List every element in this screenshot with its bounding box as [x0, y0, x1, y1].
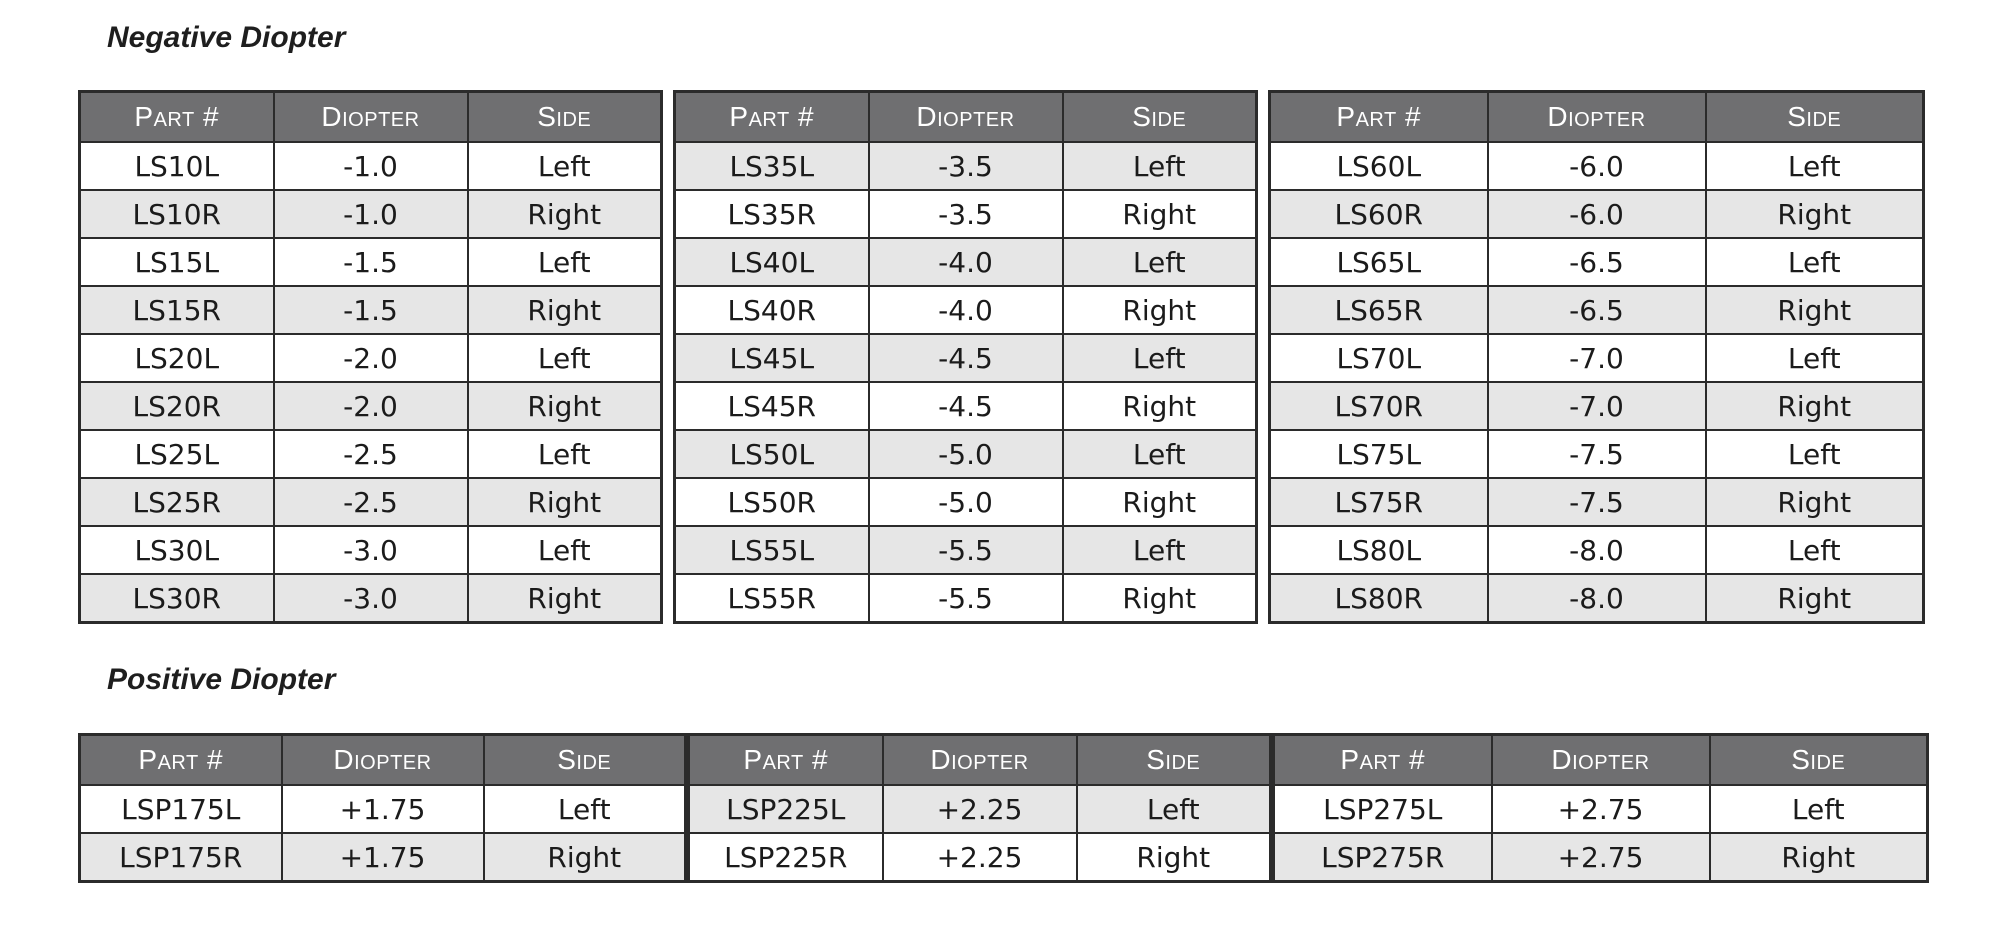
side-cell: Left	[468, 238, 662, 286]
table-row	[675, 574, 1257, 623]
table-row	[689, 785, 1271, 833]
diopter-cell: -2.0	[274, 382, 468, 430]
table-row	[675, 430, 1257, 478]
part-cell: LS50L	[675, 430, 869, 478]
side-cell: Right	[1063, 574, 1257, 623]
side-cell: Right	[1063, 478, 1257, 526]
part-cell: LS40L	[675, 238, 869, 286]
diopter-cell: -4.5	[869, 382, 1063, 430]
side-cell: Left	[1706, 430, 1924, 478]
table-row	[80, 833, 686, 882]
table-row	[80, 478, 662, 526]
side-cell: Right	[468, 286, 662, 334]
part-cell: LS30R	[80, 574, 274, 623]
table-row	[80, 785, 686, 833]
positive-table-3	[1272, 733, 1929, 883]
table-row	[1270, 286, 1924, 334]
side-cell: Right	[468, 382, 662, 430]
side-cell: Right	[1706, 190, 1924, 238]
part-cell: LS80R	[1270, 574, 1488, 623]
diopter-cell: +2.25	[883, 785, 1077, 833]
table-row	[1270, 430, 1924, 478]
diopter-cell: -5.0	[869, 430, 1063, 478]
column-header-part: Part #	[689, 735, 883, 786]
table-row	[1270, 238, 1924, 286]
diopter-cell: -1.0	[274, 142, 468, 190]
part-cell: LS60L	[1270, 142, 1488, 190]
part-cell: LS80L	[1270, 526, 1488, 574]
diopter-cell: +2.25	[883, 833, 1077, 882]
part-cell: LS70R	[1270, 382, 1488, 430]
table-row	[675, 142, 1257, 190]
column-header-diopter: Diopter	[1492, 735, 1710, 786]
table-row	[80, 238, 662, 286]
part-cell: LS35L	[675, 142, 869, 190]
positive-diopter-tables	[78, 733, 1920, 883]
table-header-row	[1274, 735, 1928, 786]
side-cell: Right	[468, 574, 662, 623]
column-header-diopter: Diopter	[1488, 92, 1706, 143]
part-cell: LS40R	[675, 286, 869, 334]
diopter-cell: -5.5	[869, 574, 1063, 623]
table-row	[80, 286, 662, 334]
side-cell: Right	[1077, 833, 1271, 882]
column-header-side: Side	[1706, 92, 1924, 143]
table-row	[675, 382, 1257, 430]
part-cell: LS45R	[675, 382, 869, 430]
negative-diopter-title: Negative Diopter	[107, 21, 346, 54]
column-header-diopter: Diopter	[869, 92, 1063, 143]
column-header-part: Part #	[1274, 735, 1492, 786]
side-cell: Right	[1710, 833, 1928, 882]
diopter-cell: +1.75	[282, 785, 484, 833]
diopter-cell: -1.0	[274, 190, 468, 238]
negative-table-3	[1268, 90, 1925, 624]
table-row	[80, 526, 662, 574]
table-header-row	[80, 92, 662, 143]
table-row	[80, 334, 662, 382]
column-header-part: Part #	[1270, 92, 1488, 143]
part-cell: LS50R	[675, 478, 869, 526]
part-cell: LS25R	[80, 478, 274, 526]
diopter-cell: +2.75	[1492, 833, 1710, 882]
diopter-cell: -6.5	[1488, 238, 1706, 286]
side-cell: Left	[468, 526, 662, 574]
table-row	[675, 190, 1257, 238]
diopter-cell: -1.5	[274, 286, 468, 334]
diopter-cell: -7.0	[1488, 382, 1706, 430]
part-cell: LS70L	[1270, 334, 1488, 382]
positive-table-1	[78, 733, 687, 883]
diopter-cell: +2.75	[1492, 785, 1710, 833]
part-cell: LS75L	[1270, 430, 1488, 478]
part-cell: LS20R	[80, 382, 274, 430]
side-cell: Right	[1706, 574, 1924, 623]
diopter-cell: -6.0	[1488, 142, 1706, 190]
column-header-side: Side	[1710, 735, 1928, 786]
negative-diopter-tables	[78, 90, 1920, 624]
diopter-cell: -1.5	[274, 238, 468, 286]
diopter-cell: -5.5	[869, 526, 1063, 574]
diopter-cell: +1.75	[282, 833, 484, 882]
negative-table-1	[78, 90, 663, 624]
table-row	[675, 286, 1257, 334]
side-cell: Left	[1063, 526, 1257, 574]
column-header-part: Part #	[675, 92, 869, 143]
column-header-side: Side	[484, 735, 686, 786]
part-cell: LS65L	[1270, 238, 1488, 286]
side-cell: Right	[1706, 478, 1924, 526]
table-row	[675, 238, 1257, 286]
diopter-cell: -8.0	[1488, 526, 1706, 574]
side-cell: Left	[1706, 526, 1924, 574]
negative-table-2	[673, 90, 1258, 624]
part-cell: LSP225L	[689, 785, 883, 833]
diopter-cell: -7.5	[1488, 478, 1706, 526]
table-header-row	[80, 735, 686, 786]
side-cell: Left	[468, 430, 662, 478]
part-cell: LS55L	[675, 526, 869, 574]
side-cell: Left	[468, 142, 662, 190]
side-cell: Left	[1077, 785, 1271, 833]
table-row	[1270, 382, 1924, 430]
table-row	[1270, 574, 1924, 623]
diopter-cell: -7.0	[1488, 334, 1706, 382]
diopter-cell: -3.0	[274, 574, 468, 623]
part-cell: LSP225R	[689, 833, 883, 882]
side-cell: Left	[1706, 142, 1924, 190]
table-row	[675, 526, 1257, 574]
side-cell: Left	[1063, 142, 1257, 190]
table-row	[80, 190, 662, 238]
table-row	[1270, 334, 1924, 382]
column-header-part: Part #	[80, 92, 274, 143]
column-header-diopter: Diopter	[274, 92, 468, 143]
column-header-side: Side	[468, 92, 662, 143]
diopter-cell: -3.5	[869, 142, 1063, 190]
part-cell: LS25L	[80, 430, 274, 478]
table-row	[675, 478, 1257, 526]
table-header-row	[1270, 92, 1924, 143]
table-row	[1270, 190, 1924, 238]
diopter-cell: -8.0	[1488, 574, 1706, 623]
positive-diopter-title: Positive Diopter	[107, 663, 336, 696]
diopter-cell: -2.5	[274, 478, 468, 526]
side-cell: Left	[1063, 334, 1257, 382]
table-row	[80, 382, 662, 430]
side-cell: Right	[1063, 382, 1257, 430]
part-cell: LSP275L	[1274, 785, 1492, 833]
table-row	[80, 574, 662, 623]
side-cell: Left	[1063, 430, 1257, 478]
part-cell: LS10R	[80, 190, 274, 238]
part-cell: LS75R	[1270, 478, 1488, 526]
table-header-row	[675, 92, 1257, 143]
part-cell: LS55R	[675, 574, 869, 623]
side-cell: Right	[1706, 286, 1924, 334]
part-cell: LS10L	[80, 142, 274, 190]
part-cell: LS35R	[675, 190, 869, 238]
diopter-cell: -2.5	[274, 430, 468, 478]
part-cell: LSP175L	[80, 785, 282, 833]
part-cell: LS45L	[675, 334, 869, 382]
diopter-cell: -2.0	[274, 334, 468, 382]
part-cell: LS20L	[80, 334, 274, 382]
diopter-cell: -6.5	[1488, 286, 1706, 334]
diopter-cell: -4.0	[869, 238, 1063, 286]
side-cell: Left	[1706, 238, 1924, 286]
diopter-cell: -5.0	[869, 478, 1063, 526]
diopter-cell: -4.5	[869, 334, 1063, 382]
part-cell: LS65R	[1270, 286, 1488, 334]
column-header-side: Side	[1077, 735, 1271, 786]
side-cell: Left	[484, 785, 686, 833]
side-cell: Right	[1063, 190, 1257, 238]
diopter-cell: -3.5	[869, 190, 1063, 238]
diopter-cell: -4.0	[869, 286, 1063, 334]
side-cell: Right	[1063, 286, 1257, 334]
side-cell: Left	[1063, 238, 1257, 286]
table-row	[1274, 833, 1928, 882]
table-row	[675, 334, 1257, 382]
part-cell: LSP175R	[80, 833, 282, 882]
part-cell: LS30L	[80, 526, 274, 574]
side-cell: Right	[1706, 382, 1924, 430]
diopter-cell: -6.0	[1488, 190, 1706, 238]
part-cell: LSP275R	[1274, 833, 1492, 882]
table-row	[80, 430, 662, 478]
table-row	[1270, 478, 1924, 526]
table-header-row	[689, 735, 1271, 786]
part-cell: LS15L	[80, 238, 274, 286]
side-cell: Left	[1710, 785, 1928, 833]
diopter-cell: -3.0	[274, 526, 468, 574]
side-cell: Right	[484, 833, 686, 882]
column-header-diopter: Diopter	[883, 735, 1077, 786]
table-row	[1270, 142, 1924, 190]
column-header-diopter: Diopter	[282, 735, 484, 786]
part-cell: LS15R	[80, 286, 274, 334]
diopter-cell: -7.5	[1488, 430, 1706, 478]
table-row	[1274, 785, 1928, 833]
side-cell: Right	[468, 190, 662, 238]
table-row	[80, 142, 662, 190]
table-row	[1270, 526, 1924, 574]
column-header-part: Part #	[80, 735, 282, 786]
side-cell: Left	[468, 334, 662, 382]
side-cell: Left	[1706, 334, 1924, 382]
column-header-side: Side	[1063, 92, 1257, 143]
part-cell: LS60R	[1270, 190, 1488, 238]
positive-table-2	[687, 733, 1272, 883]
side-cell: Right	[468, 478, 662, 526]
table-row	[689, 833, 1271, 882]
